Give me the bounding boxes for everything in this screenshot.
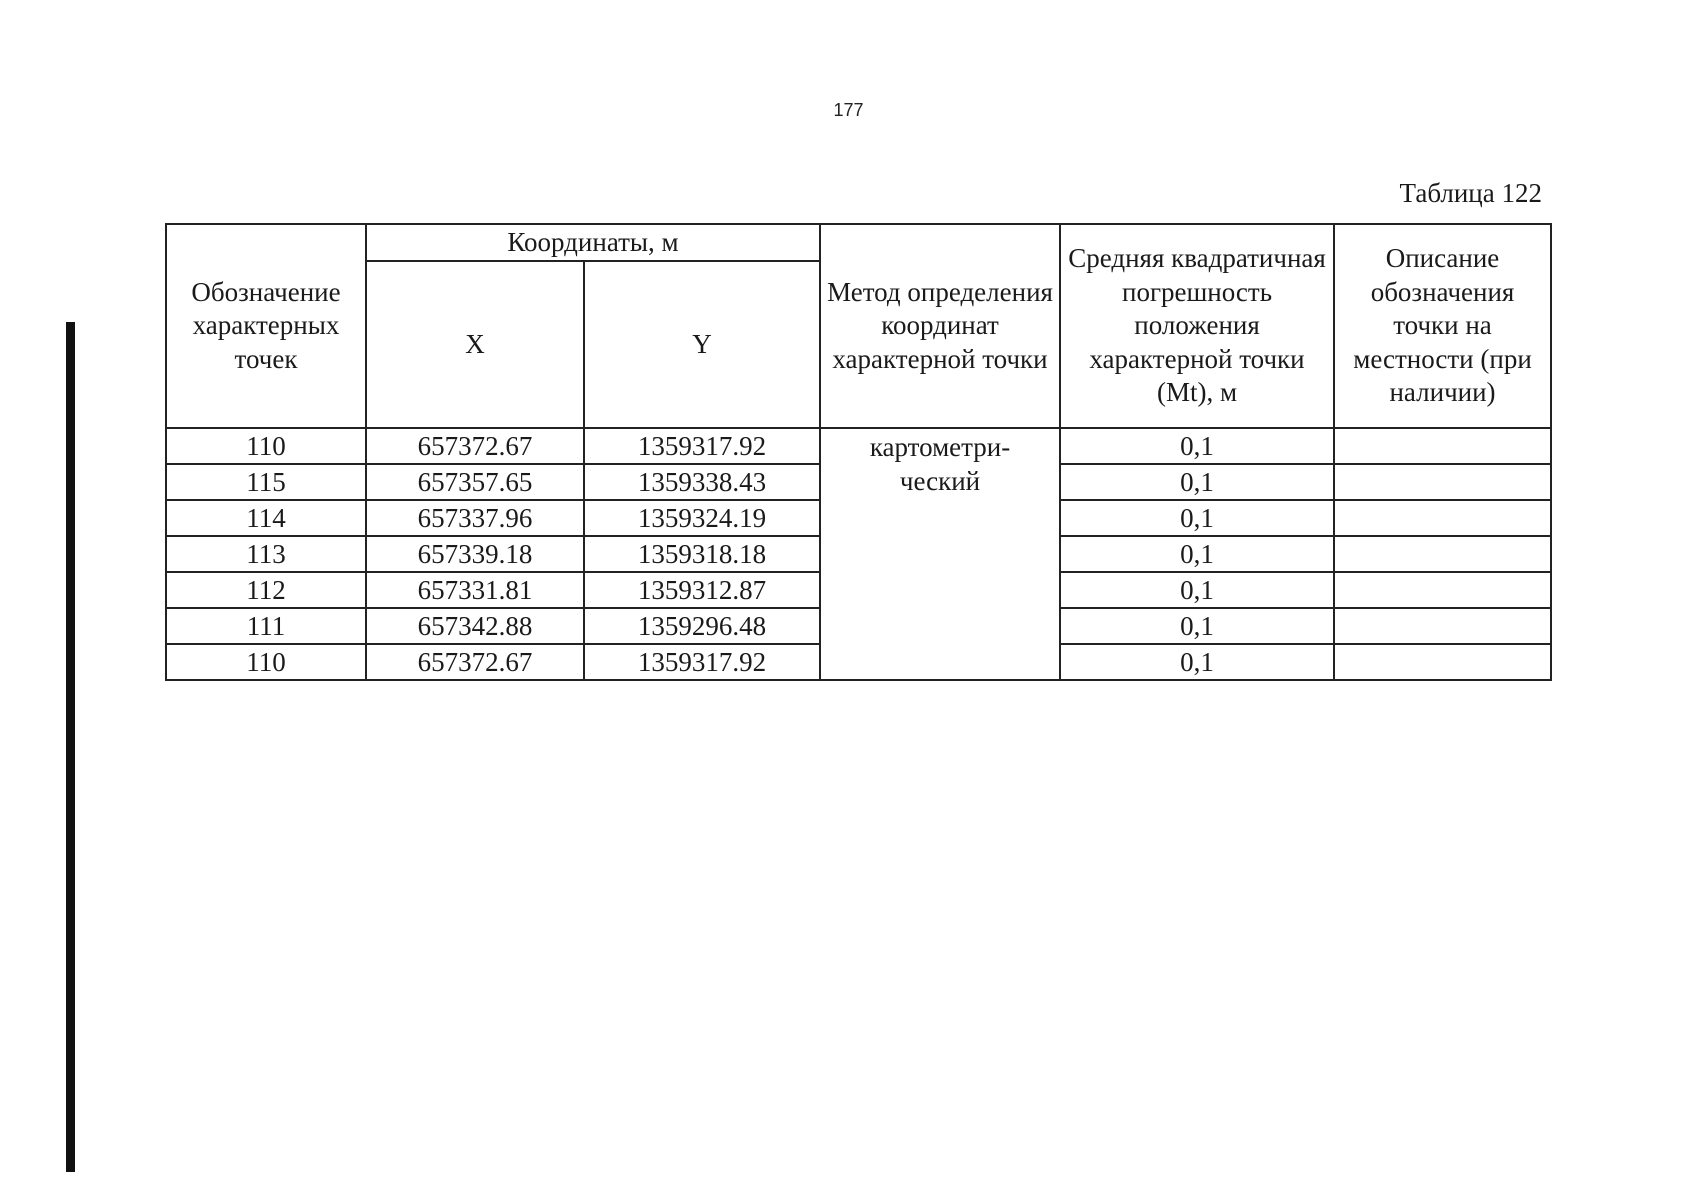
- cell-x: 657342.88: [366, 608, 584, 644]
- page-number: 177: [833, 100, 864, 120]
- cell-point: 110: [166, 428, 366, 464]
- header-row-top: [166, 224, 1551, 261]
- binding-edge-mark: [66, 322, 75, 1172]
- cell-y: 1359317.92: [584, 644, 820, 680]
- cell-x: 657331.81: [366, 572, 584, 608]
- cell-point: 111: [166, 608, 366, 644]
- cell-y: 1359317.92: [584, 428, 820, 464]
- cell-error: 0,1: [1060, 464, 1334, 500]
- cell-point: 112: [166, 572, 366, 608]
- table-caption: Таблица 122: [1399, 178, 1542, 208]
- cell-error: 0,1: [1060, 536, 1334, 572]
- cell-point: 113: [166, 536, 366, 572]
- cell-point: 115: [166, 464, 366, 500]
- cell-x: 657372.67: [366, 644, 584, 680]
- method-line-1: картометри-: [869, 432, 1011, 462]
- cell-description: [1334, 428, 1551, 464]
- cell-y: 1359318.18: [584, 536, 820, 572]
- header-x: X: [366, 261, 584, 428]
- method-line-2: ческий: [899, 466, 981, 496]
- cell-y: 1359324.19: [584, 500, 820, 536]
- cell-description: [1334, 644, 1551, 680]
- cell-description: [1334, 500, 1551, 536]
- cell-error: 0,1: [1060, 428, 1334, 464]
- header-mean-square-error: Средняя квадратичная погрешность положения характерной точки (Mt), м: [1060, 224, 1334, 428]
- cell-x: 657372.67: [366, 428, 584, 464]
- cell-error: 0,1: [1060, 500, 1334, 536]
- cell-x: 657337.96: [366, 500, 584, 536]
- cell-method: [820, 428, 1060, 680]
- cell-error: 0,1: [1060, 644, 1334, 680]
- header-method: Метод определения координат характерной точки: [820, 224, 1060, 428]
- header-coordinates: Координаты, м: [366, 224, 820, 261]
- cell-x: 657357.65: [366, 464, 584, 500]
- cell-description: [1334, 572, 1551, 608]
- cell-y: 1359296.48: [584, 608, 820, 644]
- table-row: [166, 428, 1551, 464]
- cell-error: 0,1: [1060, 572, 1334, 608]
- header-y: Y: [584, 261, 820, 428]
- cell-point: 110: [166, 644, 366, 680]
- cell-error: 0,1: [1060, 608, 1334, 644]
- cell-description: [1334, 464, 1551, 500]
- coordinates-table: [165, 223, 1552, 681]
- cell-description: [1334, 536, 1551, 572]
- header-point-designation: Обозначение характерных точек: [166, 224, 366, 428]
- cell-y: 1359312.87: [584, 572, 820, 608]
- cell-y: 1359338.43: [584, 464, 820, 500]
- cell-description: [1334, 608, 1551, 644]
- cell-x: 657339.18: [366, 536, 584, 572]
- cell-point: 114: [166, 500, 366, 536]
- header-point-description: Описание обозначения точки на местности (при наличии): [1334, 224, 1551, 428]
